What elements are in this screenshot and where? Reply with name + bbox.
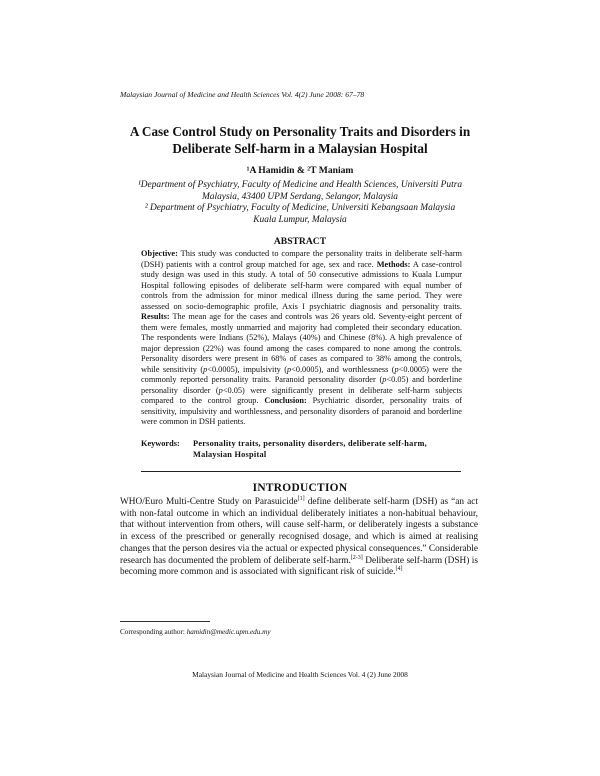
citation: [2-3] [350, 554, 363, 561]
keywords-line-1: Personality traits, personality disorders, deliberate self-harm, [193, 439, 427, 448]
results-label: Results: [141, 312, 170, 321]
keywords-label: Keywords: [141, 439, 180, 448]
abstract-body [141, 249, 462, 428]
introduction-paragraph [120, 497, 478, 579]
objective-label: Objective: [141, 249, 178, 258]
intro-text: WHO/Euro Multi-Centre Study on Parasuicide [120, 497, 298, 507]
p-symbol: p [382, 375, 387, 384]
results-text: <0.0005), impulsivity ( [207, 364, 287, 374]
methods-label: Methods: [376, 259, 411, 269]
section-divider [141, 471, 461, 472]
results-text: <0.05) were significantly present in deliberate self-harm subjects compared to the control group. [141, 385, 462, 405]
footnote-divider [120, 621, 210, 622]
conclusion-text: Psychiatric disorder, personality traits of sensitivity, impulsivity and worthlessness, and personality disorders of paranoid and borderline were common in DSH patients. [141, 396, 462, 426]
conclusion-label: Conclusion: [264, 396, 307, 405]
title-line-1: A Case Control Study on Personality Traits and Disorders in [129, 124, 471, 139]
p-symbol: p [203, 364, 208, 374]
results-text: <0.0005), and worthlessness ( [291, 364, 395, 374]
p-symbol: p [218, 385, 223, 395]
keywords-list [193, 438, 427, 460]
affiliation-line-4: Kuala Lumpur, Malaysia [253, 214, 347, 225]
introduction-heading: INTRODUCTION [252, 482, 348, 494]
results-text: The mean age for the cases and controls was 26 years old. Seventy-eight percent of them were females, mostly unmarried and majority had completed their secondary education. The respondents were Indians (52%), Malays (40%) and Chinese (8%). A high prevalence of major depression (22%) was found among the cases compared to none among the controls. Personality disorders were present in 68% of cases as compared to 38% among the controls, while sensitivity ( [141, 312, 462, 374]
results-text: <0.05) and borderline personality disorder ( [141, 375, 462, 395]
title-line-2: Deliberate Self-harm in a Malaysian Hospital [172, 141, 428, 156]
keywords [141, 438, 462, 460]
citation: [1] [297, 495, 305, 502]
keywords-line-2: Malaysian Hospital [193, 450, 267, 459]
citation: [4] [395, 566, 403, 573]
p-symbol: p [286, 364, 292, 374]
corresponding-author-email: hamidin@medic.upm.edu.my [186, 628, 271, 636]
methods-text: A case-control study design was used in this study. A total of 50 consecutive admissions to Kuala Lumpur Hospital following episodes of deliberate self-harm were compared with equal number of controls from the admission for minor medical illness during the same period. They were assessed on socio-demographic profile, Axis I psychiatric diagnosis and personality traits. [141, 259, 463, 311]
p-symbol: p [394, 364, 399, 374]
introduction-body [120, 497, 478, 579]
intro-text: Deliberate self-harm (DSH) is becoming more common and is associated with significant risk of suicide. [120, 555, 478, 578]
objective-text: This study was conducted to compare the personality traits in deliberate self-harm (DSH) patients with a control group matched for age, sex and race. [141, 249, 462, 269]
journal-header: Malaysian Journal of Medicine and Health Sciences Vol. 4(2) June 2008: 67–78 [120, 90, 365, 99]
corresponding-author-label: Corresponding author: [120, 628, 185, 636]
paper-title [110, 123, 490, 157]
abstract-paragraph [141, 249, 462, 428]
affiliation-line-3: ² Department of Psychiatry, Faculty of Medicine, Universiti Kebangsaan Malaysia [144, 203, 456, 213]
page-footer: Malaysian Journal of Medicine and Health Sciences Vol. 4 (2) June 2008 [192, 670, 408, 679]
affiliations [110, 180, 490, 226]
affiliation-line-1: ¹Department of Psychiatry, Faculty of Medicine and Health Sciences, Universiti Putra [137, 180, 463, 190]
intro-text: define deliberate self-harm (DSH) as “an act with non-fatal outcome in which an individual deliberately initiates a non-habitual behaviour, that without intervention from others, will cause self-harm, or deliberately ingests a substance in excess of the prescribed or generally recognised dosage, and which is aimed at realising changes that the person desires via the actual or expected physical consequences.” Considerable research has documented the problem of deliberate self-harm. [120, 497, 478, 566]
footnote [120, 628, 480, 636]
abstract-heading: ABSTRACT [273, 236, 327, 247]
affiliation-line-2: Malaysia, 43400 UPM Serdang, Selangor, Malaysia [202, 191, 398, 202]
results-text: <0.0005) were the commonly reported personality traits. Paranoid personality disorder ( [141, 364, 462, 384]
authors: ¹A Hamidin & ²T Maniam [246, 165, 354, 176]
